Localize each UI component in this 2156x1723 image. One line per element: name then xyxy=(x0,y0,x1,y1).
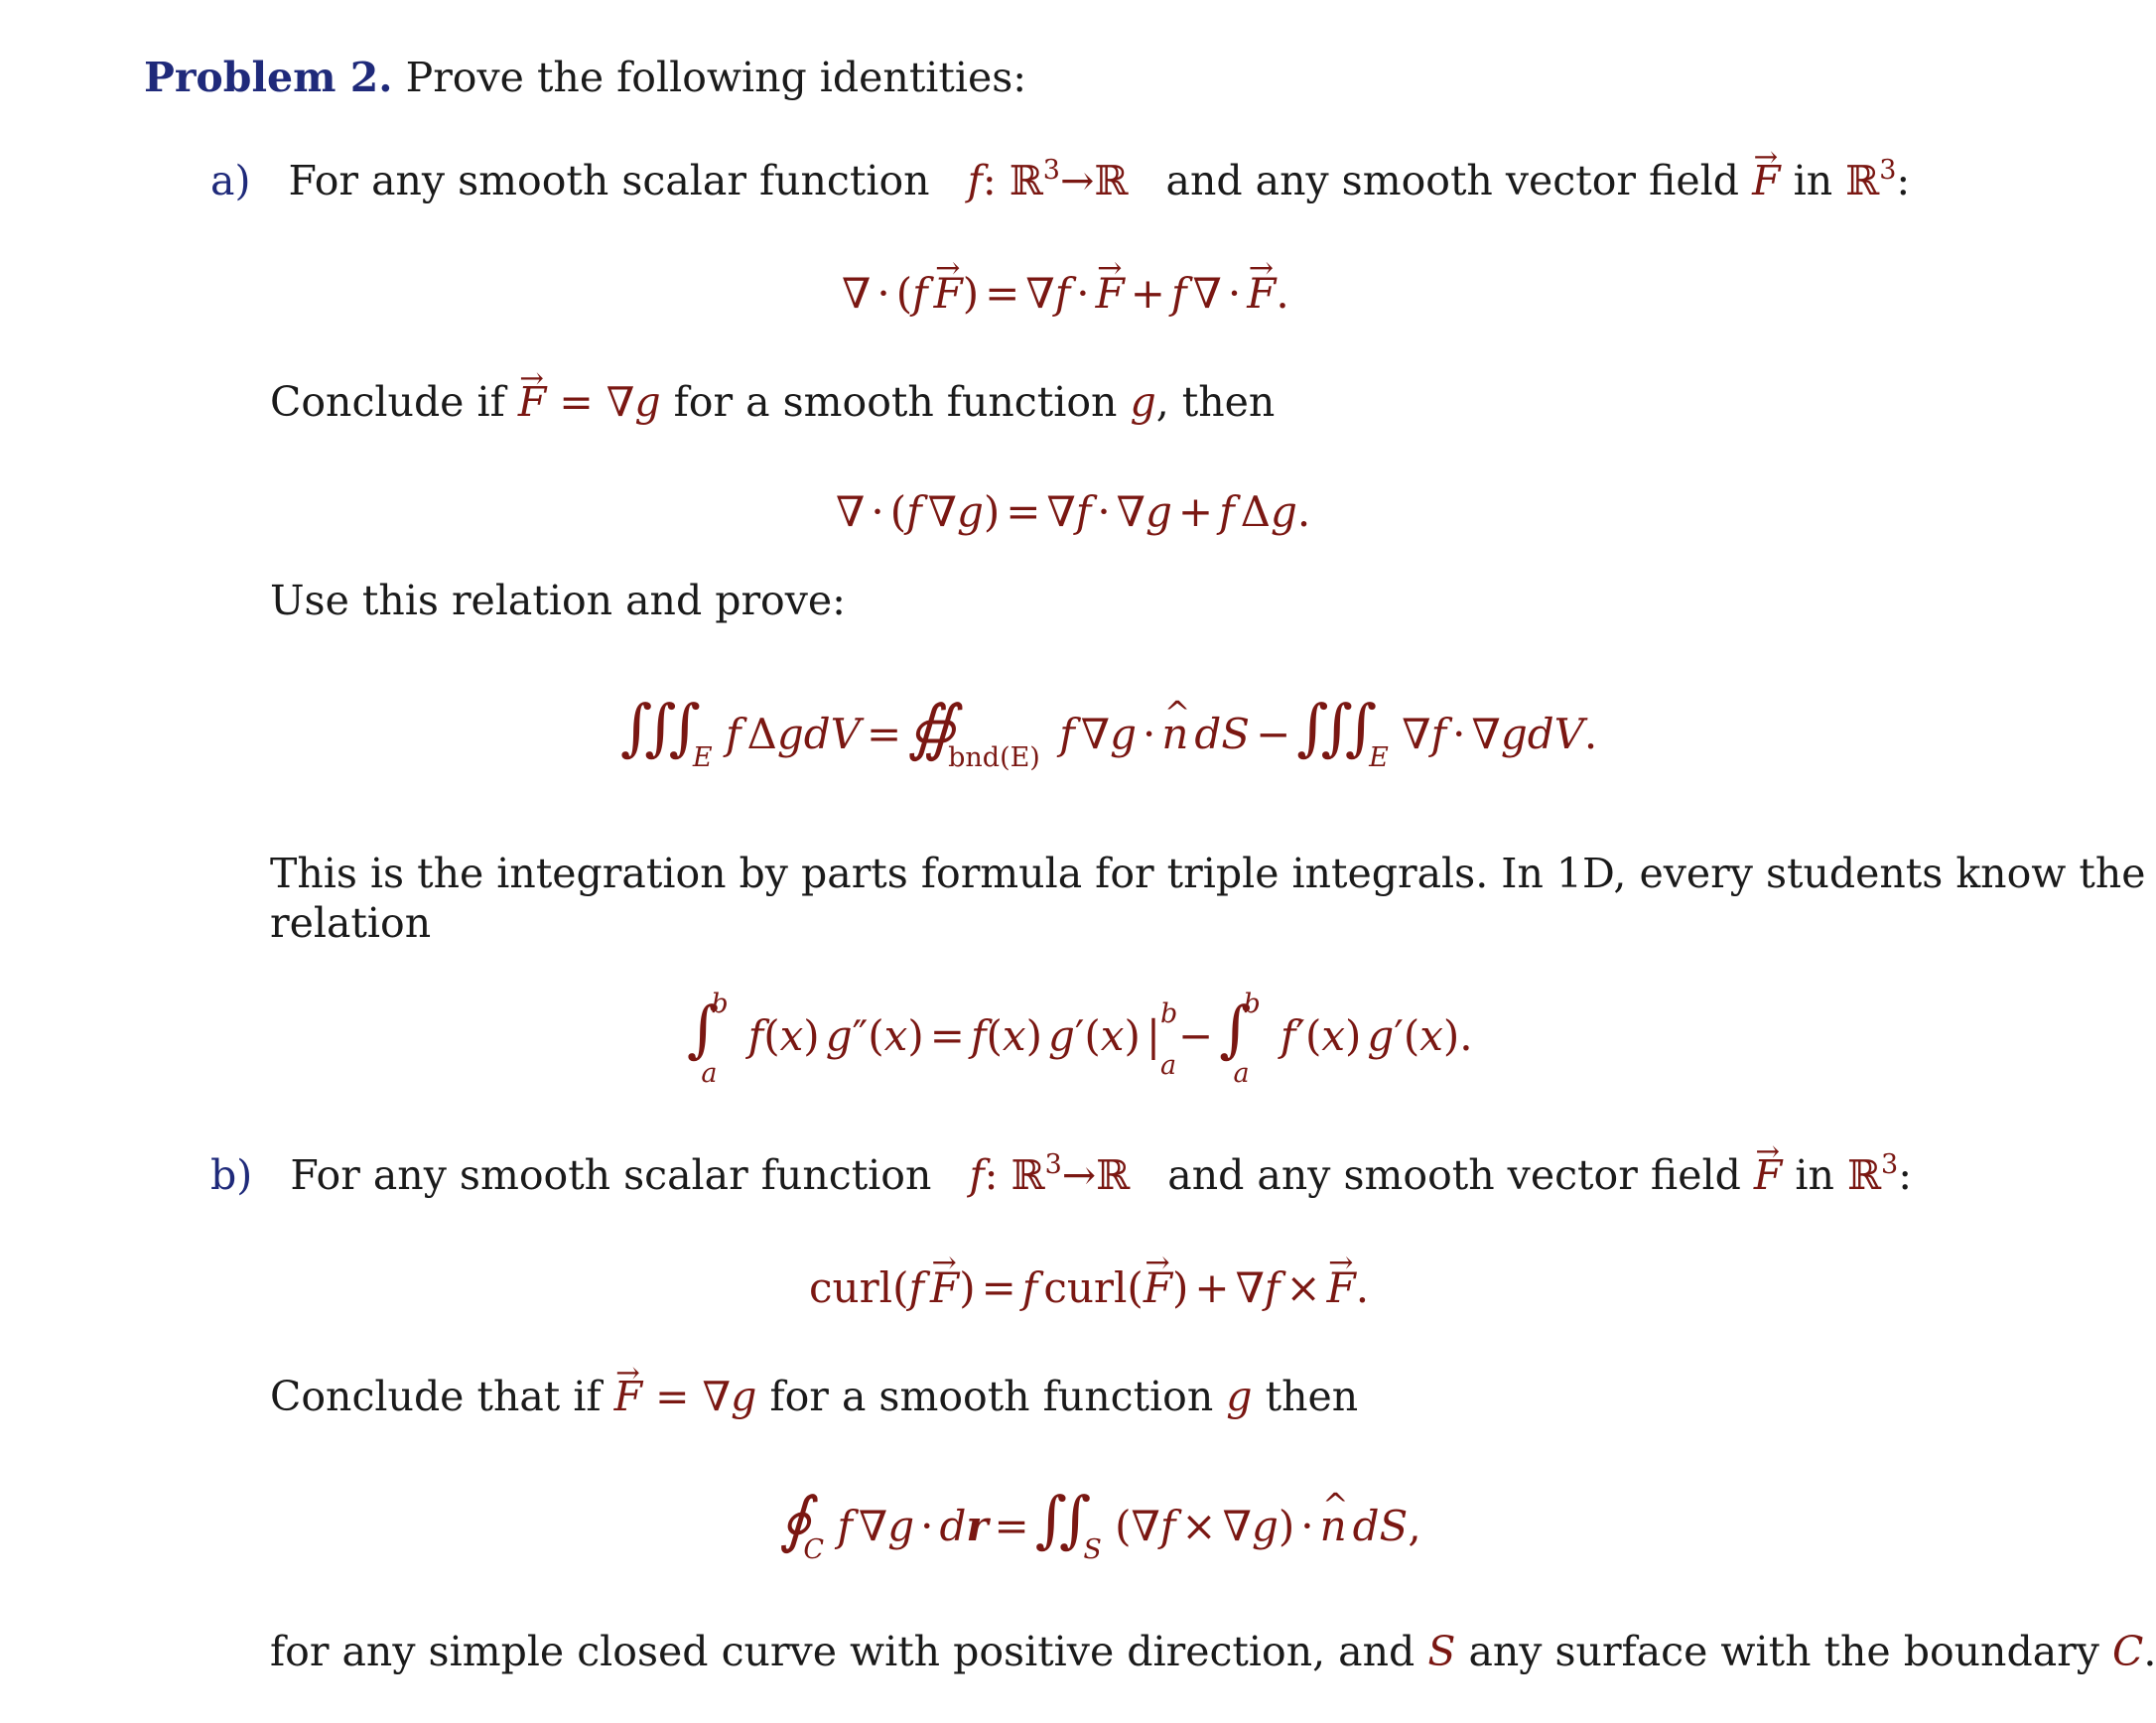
curl-identity: curl(f F →) = f curl(F →) + ∇f × F →. xyxy=(809,1267,1369,1309)
final-3: . xyxy=(2143,1628,2156,1675)
F-equals-grad-g-b: F → = ∇g xyxy=(614,1373,757,1420)
vector-F: F → xyxy=(1752,157,1780,204)
stokes-identity: $∮_C$ f ∇g · dr $=\int\int_S$ (∇f × ∇g) · n ^ dS, xyxy=(779,1489,1421,1563)
use-relation-text: Use this relation and prove: xyxy=(270,577,846,624)
problem-intro: Prove the following identities: xyxy=(405,54,1027,101)
conclude-a-3: , then xyxy=(1155,378,1276,426)
conclude-b xyxy=(270,1373,1359,1420)
explanation-line-1: This is the integration by parts formula for triple integrals. In 1D, every students know the xyxy=(270,850,2146,897)
surface-S: S xyxy=(1427,1628,1456,1675)
final-1: for any simple closed curve with positive direction, and xyxy=(270,1628,1415,1675)
part-b-statement: b) For any smooth scalar function f: ℝ$^3$→ℝ and any smooth vector field F → in ℝ$^3$: xyxy=(210,1151,1912,1196)
conclude-b-2: for a smooth function xyxy=(769,1373,1214,1420)
boundary-label: bnd(E) xyxy=(948,742,1040,773)
domain-E-right: E xyxy=(1369,742,1389,773)
one-d-identity: ∫ b a f(x) g″(x) = f(x) g′(x) | b a −∫ b a f′(x) g′(x). xyxy=(687,989,1473,1089)
curl-word-1: curl xyxy=(809,1263,893,1312)
consequence-a: ∇ · (f ∇g) = ∇f · ∇g + f Δg. xyxy=(836,487,1311,536)
r3-symbol-b: ℝ$^3$ xyxy=(1846,1149,1899,1199)
problem-heading xyxy=(144,54,1027,101)
conclude-a-1: Conclude if xyxy=(270,378,505,426)
function-g-b: g xyxy=(1226,1373,1253,1420)
part-b-statement-3: in xyxy=(1795,1151,1834,1199)
part-a-statement: a) For any smooth scalar function f: ℝ$^3$→ℝ and any smooth vector field F → in ℝ$^3$: xyxy=(210,157,1910,201)
function-g: g xyxy=(1130,378,1156,426)
surface-S-sub: S xyxy=(1083,1534,1102,1565)
F-equals-grad-g: F → = ∇g xyxy=(518,378,661,426)
part-b-statement-2: and any smooth vector field xyxy=(1167,1151,1741,1199)
lower-limit-a-1: a xyxy=(701,1058,718,1089)
map-f-r3-to-r-b: f: ℝ$^3$→ℝ xyxy=(969,1149,1131,1199)
r3-symbol: ℝ$^3$ xyxy=(1845,155,1897,204)
conclude-a xyxy=(270,378,1276,426)
part-a-statement-3: in xyxy=(1793,157,1833,204)
part-a-statement-1: For any smooth scalar function xyxy=(288,157,930,204)
final-line xyxy=(270,1628,2156,1675)
part-a-statement-2: and any smooth vector field xyxy=(1165,157,1740,204)
problem-label: Problem 2. xyxy=(144,54,393,101)
eval-lower-a: a xyxy=(1160,1050,1177,1081)
curve-C: C xyxy=(803,1534,824,1565)
conclude-b-1: Conclude that if xyxy=(270,1373,602,1420)
part-a-marker: a) xyxy=(210,157,251,204)
boundary-C: C xyxy=(2111,1628,2144,1675)
upper-limit-b-1: b xyxy=(711,989,729,1019)
triple-integral-identity: $\int\int\int_E$ f $\Delta gdV =∯_{bnd(E)}$ f ∇g · n ^ dS $-\int\int\int_E$ ∇f · ∇gdV. xyxy=(620,697,1597,771)
final-2: any surface with the boundary xyxy=(1468,1628,2099,1675)
curl-word-2: curl xyxy=(1043,1263,1128,1312)
lower-limit-a-2: a xyxy=(1233,1058,1250,1089)
upper-limit-b-2: b xyxy=(1243,989,1261,1019)
vector-F-b: F → xyxy=(1754,1151,1782,1199)
map-f-r3-to-r: f: ℝ$^3$→ℝ xyxy=(967,155,1129,204)
part-b-statement-1: For any smooth scalar function xyxy=(290,1151,932,1199)
conclude-a-2: for a smooth function xyxy=(673,378,1118,426)
domain-E-left: E xyxy=(692,742,713,773)
conclude-b-3: then xyxy=(1265,1373,1359,1420)
explanation-line-2: relation xyxy=(270,899,432,947)
eval-upper-b: b xyxy=(1160,998,1178,1029)
part-b-marker: b) xyxy=(210,1151,253,1199)
identity-a: ∇ · (f F →) = ∇f · F → + f ∇ · F →. xyxy=(842,273,1289,315)
